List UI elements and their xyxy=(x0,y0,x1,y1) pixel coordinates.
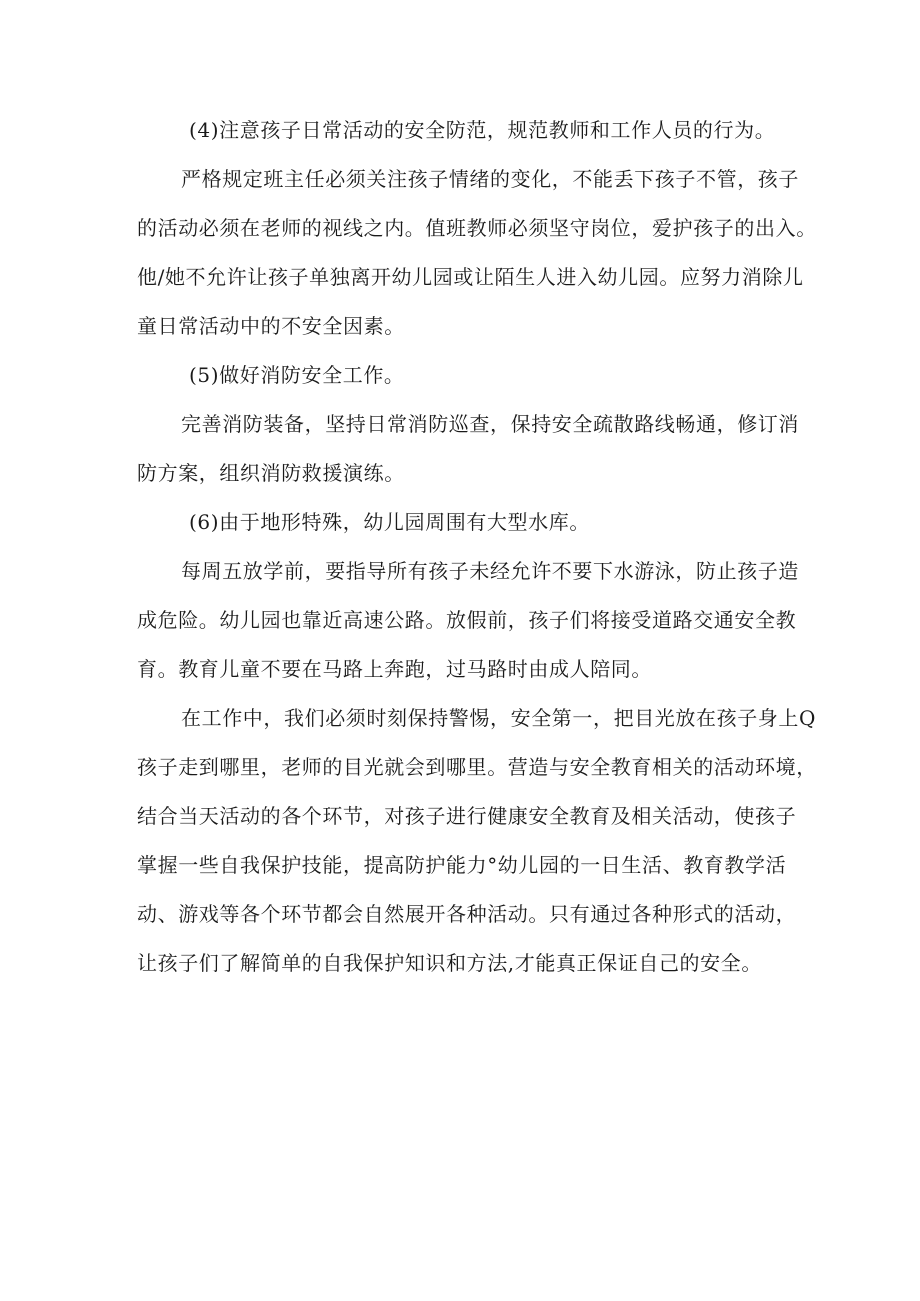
paragraph-line: 他/她不允许让孩子单独离开幼儿园或让陌生人进入幼儿园。应努力消除儿 xyxy=(137,265,804,289)
section-heading-5: (5)做好消防安全工作。 xyxy=(189,363,405,387)
section-heading-4: (4)注意孩子日常活动的安全防范，规范教师和工作人员的行为。 xyxy=(189,118,776,142)
paragraph-line: 每周五放学前，要指导所有孩子未经允许不要下水游泳，防止孩子造 xyxy=(181,559,799,583)
closing-paragraph-line: 结合当天活动的各个环节，对孩子进行健康安全教育及相关活动，使孩子 xyxy=(137,804,797,828)
paragraph-line: 完善消防装备，坚持日常消防巡查，保持安全疏散路线畅通，修订消 xyxy=(181,412,799,436)
paragraph-line: 童日常活动中的不安全因素。 xyxy=(137,314,405,338)
closing-paragraph-line: 孩子走到哪里，老师的目光就会到哪里。营造与安全教育相关的活动环境， xyxy=(137,755,817,779)
section-heading-6: (6)由于地形特殊，幼儿园周围有大型水库。 xyxy=(189,510,590,534)
closing-paragraph-line: 掌握一些自我保护技能，提高防护能力°幼儿园的一日生活、教育教学活 xyxy=(137,853,787,877)
paragraph-line: 成危险。幼儿园也靠近高速公路。放假前，孩子们将接受道路交通安全教 xyxy=(137,608,797,632)
paragraph-line: 严格规定班主任必须关注孩子情绪的变化，不能丢下孩子不管，孩子 xyxy=(181,167,799,191)
closing-paragraph-line: 让孩子们了解简单的自我保护知识和方法,才能真正保证自己的安全。 xyxy=(137,951,762,975)
closing-paragraph-line: 在工作中，我们必须时刻保持警惕，安全第一，把目光放在孩子身上Q xyxy=(181,706,816,730)
paragraph-line: 的活动必须在老师的视线之内。值班教师必须坚守岗位，爱护孩子的出入。 xyxy=(137,216,817,240)
closing-paragraph-line: 动、游戏等各个环节都会自然展开各种活动。只有通过各种形式的活动， xyxy=(137,902,797,926)
paragraph-line: 防方案，组织消防救援演练。 xyxy=(137,461,405,485)
paragraph-line: 育。教育儿童不要在马路上奔跑，过马路时由成人陪同。 xyxy=(137,657,652,681)
document-body xyxy=(137,106,817,988)
